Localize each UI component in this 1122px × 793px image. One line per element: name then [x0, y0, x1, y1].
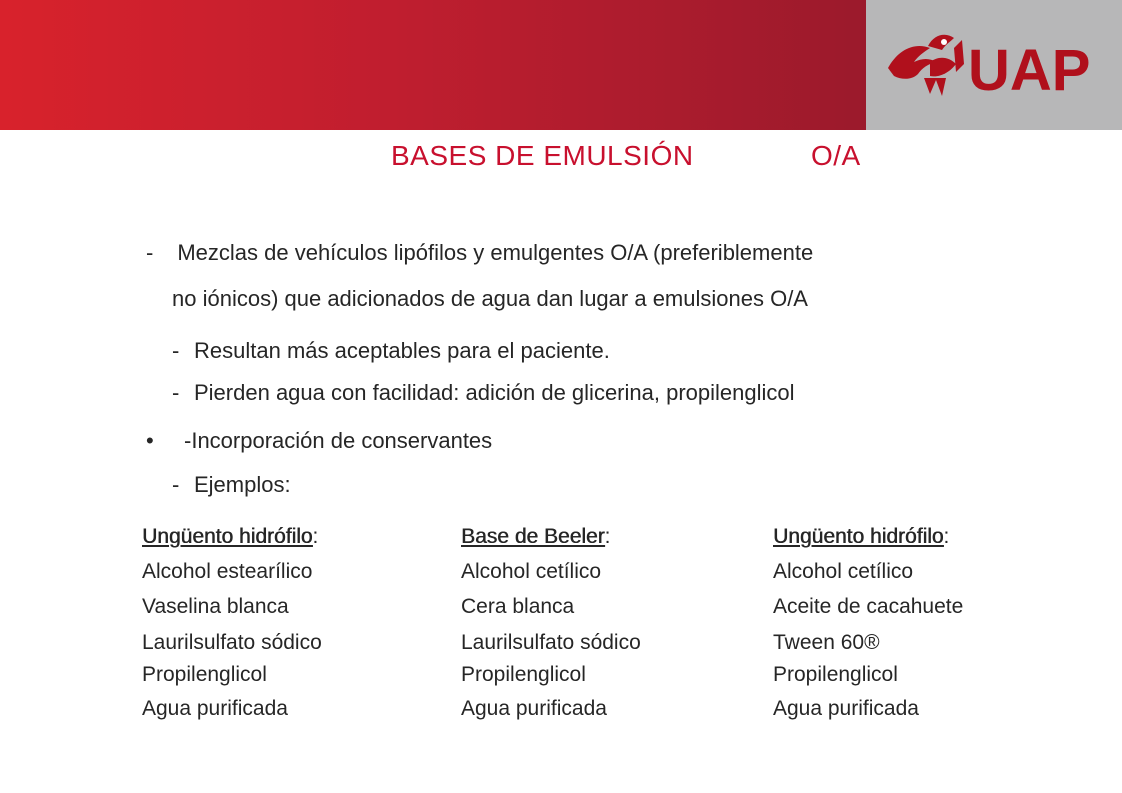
body-line-5-text: -Incorporación de conservantes	[184, 428, 493, 453]
body-line-1	[146, 240, 813, 266]
example-header: Base de Beeler:	[461, 525, 611, 548]
condor-emblem-icon	[888, 35, 964, 96]
example-header: Ungüento hidrófilo:	[773, 525, 950, 548]
body-line-6-text: Ejemplos:	[194, 472, 291, 497]
example-item: Alcohol cetílico	[773, 560, 914, 583]
slide-title	[0, 140, 1122, 180]
uap-logo	[884, 28, 1104, 104]
example-item: Agua purificada	[142, 697, 288, 720]
dash-marker: -	[172, 472, 180, 497]
bullet-marker: •	[146, 428, 154, 453]
body-line-5	[146, 428, 492, 454]
example-item: Alcohol estearílico	[142, 560, 313, 583]
example-item: Propilenglicol	[773, 663, 898, 686]
body-line-6	[172, 472, 291, 498]
body-line-4	[172, 380, 795, 406]
dash-marker: -	[146, 240, 154, 265]
example-item: Laurilsulfato sódico	[461, 631, 641, 654]
example-item: Tween 60®	[773, 631, 880, 654]
dash-marker: -	[172, 380, 180, 405]
example-header: Ungüento hidrófilo:	[142, 525, 319, 548]
example-item: Agua purificada	[461, 697, 607, 720]
example-item: Aceite de cacahuete	[773, 595, 964, 618]
dash-marker: -	[172, 338, 180, 363]
title-part-1: BASES DE EMULSIÓN	[391, 140, 694, 171]
example-item: Alcohol cetílico	[461, 560, 602, 583]
logo-text: UAP	[968, 38, 1091, 103]
body-line-4-text: Pierden agua con facilidad: adición de glicerina, propilenglicol	[194, 380, 795, 405]
example-item: Propilenglicol	[142, 663, 267, 686]
example-item: Laurilsulfato sódico	[142, 631, 322, 654]
example-item: Propilenglicol	[461, 663, 586, 686]
logo-panel	[866, 0, 1122, 130]
body-line-2-text: no iónicos) que adicionados de agua dan lugar a emulsiones O/A	[172, 286, 808, 311]
example-item: Agua purificada	[773, 697, 919, 720]
body-line-1-text: Mezclas de vehículos lipófilos y emulgentes O/A (preferiblemente	[177, 240, 814, 265]
body-line-3-text: Resultan más aceptables para el paciente.	[194, 338, 610, 363]
body-line-3	[172, 338, 610, 364]
title-part-2: O/A	[811, 140, 861, 171]
body-line-2	[172, 286, 808, 312]
example-item: Cera blanca	[461, 595, 575, 618]
header-banner	[0, 0, 866, 130]
example-item: Vaselina blanca	[142, 595, 289, 618]
